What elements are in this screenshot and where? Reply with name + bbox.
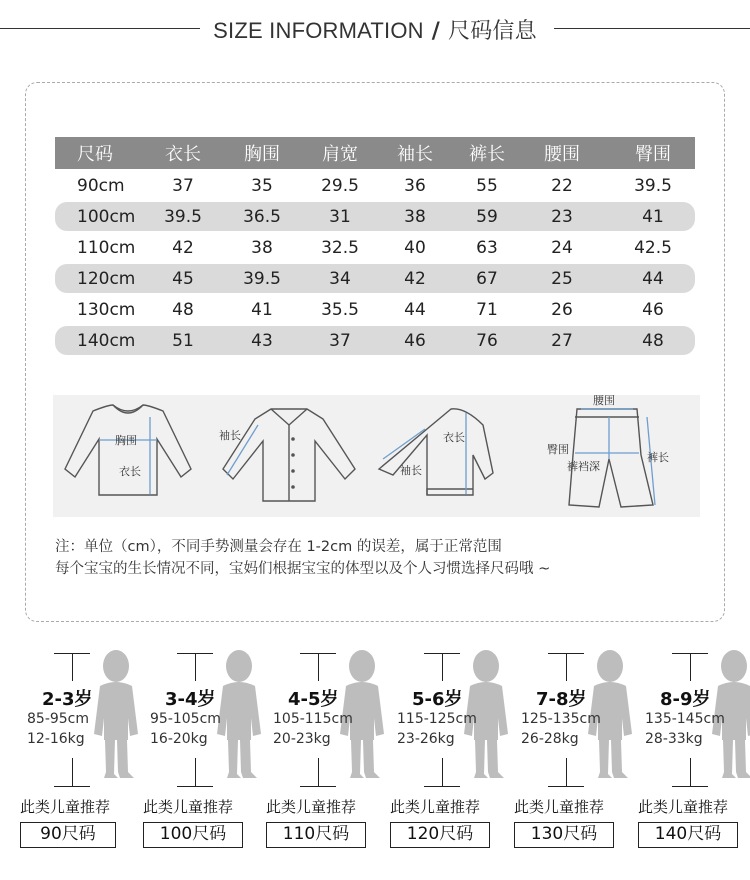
table-cell: 51: [172, 330, 194, 351]
sweater-sleeve-label: 袖长: [400, 464, 422, 477]
recommended-size-badge: 130尺码: [514, 822, 614, 848]
pants-rise-label: 裤裆深: [567, 460, 600, 473]
age-label: 7-8岁: [536, 689, 587, 710]
table-cell: 36.5: [243, 206, 281, 227]
recommend-label: 此类儿童推荐: [638, 798, 729, 816]
table-row: [55, 264, 695, 293]
tshirt-outline-icon: [65, 405, 191, 495]
height-marker-line: [72, 758, 73, 786]
table-cell: 34: [329, 268, 351, 289]
table-cell: 42.5: [634, 237, 672, 258]
table-cell: 41: [251, 299, 273, 320]
age-label: 8-9岁: [660, 689, 711, 710]
table-cell: 48: [172, 299, 194, 320]
height-marker-line: [195, 758, 196, 786]
table-cell: 27: [551, 330, 573, 351]
age-label: 2-3岁: [42, 689, 93, 710]
table-header-cell: 袖长: [397, 144, 433, 165]
table-cell: 42: [404, 268, 426, 289]
table-cell-size: 100cm: [77, 206, 136, 227]
height-marker-line: [442, 653, 443, 681]
height-range: 135-145cm: [645, 711, 725, 727]
recommend-label: 此类儿童推荐: [514, 798, 605, 816]
age-recommendation-card: [390, 640, 514, 870]
table-header-cell: 尺码: [77, 144, 113, 165]
height-marker-line: [690, 758, 691, 786]
table-cell: 39.5: [634, 175, 672, 196]
table-cell: 31: [329, 206, 351, 227]
height-range: 125-135cm: [521, 711, 601, 727]
recommended-size-badge: 110尺码: [266, 822, 366, 848]
table-cell: 45: [172, 268, 194, 289]
table-cell-size: 120cm: [77, 268, 136, 289]
table-cell: 44: [642, 268, 664, 289]
table-row: [55, 233, 695, 262]
table-cell: 26: [551, 299, 573, 320]
table-cell-size: 90cm: [77, 175, 125, 196]
garment-illustrations: [53, 395, 700, 517]
table-header-cell: 胸围: [244, 144, 280, 165]
age-recommendation-card: [266, 640, 390, 870]
recommended-size-badge: 120尺码: [390, 822, 490, 848]
height-marker-line: [442, 758, 443, 786]
page-header: [0, 12, 750, 46]
pants-outline-icon: [569, 409, 653, 507]
height-marker-line: [195, 653, 196, 681]
table-header-cell: 肩宽: [322, 144, 358, 165]
weight-range: 12-16kg: [27, 731, 85, 747]
height-marker-line: [566, 653, 567, 681]
height-range: 95-105cm: [150, 711, 221, 727]
table-cell: 39.5: [164, 206, 202, 227]
measurement-note: 注：单位（cm），不同手势测量会存在 1-2cm 的误差，属于正常范围: [55, 539, 502, 555]
table-header-cell: 腰围: [544, 144, 580, 165]
recommend-label: 此类儿童推荐: [266, 798, 357, 816]
table-cell: 67: [476, 268, 498, 289]
shirt-outline-icon: [223, 409, 355, 501]
age-recommendation-card: [143, 640, 267, 870]
title-separator: /: [431, 19, 440, 44]
weight-range: 20-23kg: [273, 731, 331, 747]
table-cell: 35.5: [321, 299, 359, 320]
height-range: 105-115cm: [273, 711, 353, 727]
weight-range: 28-33kg: [645, 731, 703, 747]
table-header-row: [55, 137, 695, 169]
height-range: 85-95cm: [27, 711, 90, 727]
tshirt-chest-label: 胸围: [115, 434, 137, 447]
age-recommendation-card: [638, 640, 750, 870]
table-cell: 38: [404, 206, 426, 227]
garment-measure-guide: [53, 395, 700, 517]
height-marker-cap: [548, 786, 584, 787]
table-cell-size: 130cm: [77, 299, 136, 320]
height-marker-cap: [54, 786, 90, 787]
table-cell: 32.5: [321, 237, 359, 258]
table-cell: 35: [251, 175, 273, 196]
shirt-buttons-icon: [291, 437, 295, 489]
recommend-label: 此类儿童推荐: [20, 798, 111, 816]
child-silhouette-icon: [88, 648, 144, 782]
table-row: [55, 295, 695, 324]
table-row: [55, 202, 695, 231]
table-cell: 76: [476, 330, 498, 351]
table-cell: 23: [551, 206, 573, 227]
table-cell-size: 110cm: [77, 237, 136, 258]
table-cell-size: 140cm: [77, 330, 136, 351]
table-body: [55, 171, 695, 355]
recommended-size-badge: 140尺码: [638, 822, 738, 848]
age-label: 4-5岁: [288, 689, 339, 710]
weight-range: 16-20kg: [150, 731, 208, 747]
age-label: 5-6岁: [412, 689, 463, 710]
table-cell: 46: [642, 299, 664, 320]
pants-waist-label: 腰围: [593, 395, 615, 407]
table-cell: 37: [172, 175, 194, 196]
table-cell: 43: [251, 330, 273, 351]
title-english: SIZE INFORMATION: [213, 18, 424, 43]
pants-hip-label: 臀围: [547, 443, 569, 456]
height-marker-line: [72, 653, 73, 681]
height-marker-line: [566, 758, 567, 786]
recommended-size-badge: 100尺码: [143, 822, 243, 848]
table-header-cell: 臀围: [635, 144, 671, 165]
table-cell: 42: [172, 237, 194, 258]
age-recommendation-card: [514, 640, 638, 870]
recommended-size-badge: 90尺码: [20, 822, 116, 848]
table-cell: 25: [551, 268, 573, 289]
shirt-sleeve-label: 袖长: [219, 429, 241, 442]
table-header-cell: 裤长: [469, 144, 505, 165]
height-marker-cap: [177, 786, 213, 787]
header-rule-right: [554, 28, 750, 29]
sweater-outline-icon: [379, 409, 493, 495]
table-cell: 36: [404, 175, 426, 196]
tshirt-length-label: 衣长: [119, 465, 141, 478]
table-cell: 22: [551, 175, 573, 196]
height-marker-line: [318, 758, 319, 786]
table-cell: 63: [476, 237, 498, 258]
table-cell: 40: [404, 237, 426, 258]
table-cell: 29.5: [321, 175, 359, 196]
recommend-label: 此类儿童推荐: [143, 798, 234, 816]
table-cell: 71: [476, 299, 498, 320]
table-cell: 38: [251, 237, 273, 258]
height-marker-cap: [424, 786, 460, 787]
age-recommendations: [0, 640, 750, 880]
table-row: [55, 326, 695, 355]
age-label: 3-4岁: [165, 689, 216, 710]
weight-range: 26-28kg: [521, 731, 579, 747]
recommend-label: 此类儿童推荐: [390, 798, 481, 816]
table-cell: 44: [404, 299, 426, 320]
table-header-cell: 衣长: [165, 144, 201, 165]
table-cell: 46: [404, 330, 426, 351]
table-cell: 24: [551, 237, 573, 258]
table-cell: 39.5: [243, 268, 281, 289]
height-marker-cap: [300, 786, 336, 787]
age-recommendation-card: [20, 640, 144, 870]
size-table: [55, 137, 695, 355]
height-marker-line: [318, 653, 319, 681]
table-row: [55, 171, 695, 200]
sizing-advice-note: 每个宝宝的生长情况不同，宝妈们根据宝宝的体型以及个人习惯选择尺码哦 ~: [55, 561, 551, 577]
title-chinese: 尺码信息: [448, 19, 537, 44]
table-cell: 48: [642, 330, 664, 351]
height-range: 115-125cm: [397, 711, 477, 727]
weight-range: 23-26kg: [397, 731, 455, 747]
table-cell: 41: [642, 206, 664, 227]
page-title: [0, 14, 750, 45]
table-cell: 37: [329, 330, 351, 351]
sweater-length-label: 衣长: [443, 431, 465, 444]
pants-length-label: 裤长: [647, 451, 669, 464]
table-cell: 55: [476, 175, 498, 196]
height-marker-cap: [672, 786, 708, 787]
height-marker-line: [690, 653, 691, 681]
table-cell: 59: [476, 206, 498, 227]
